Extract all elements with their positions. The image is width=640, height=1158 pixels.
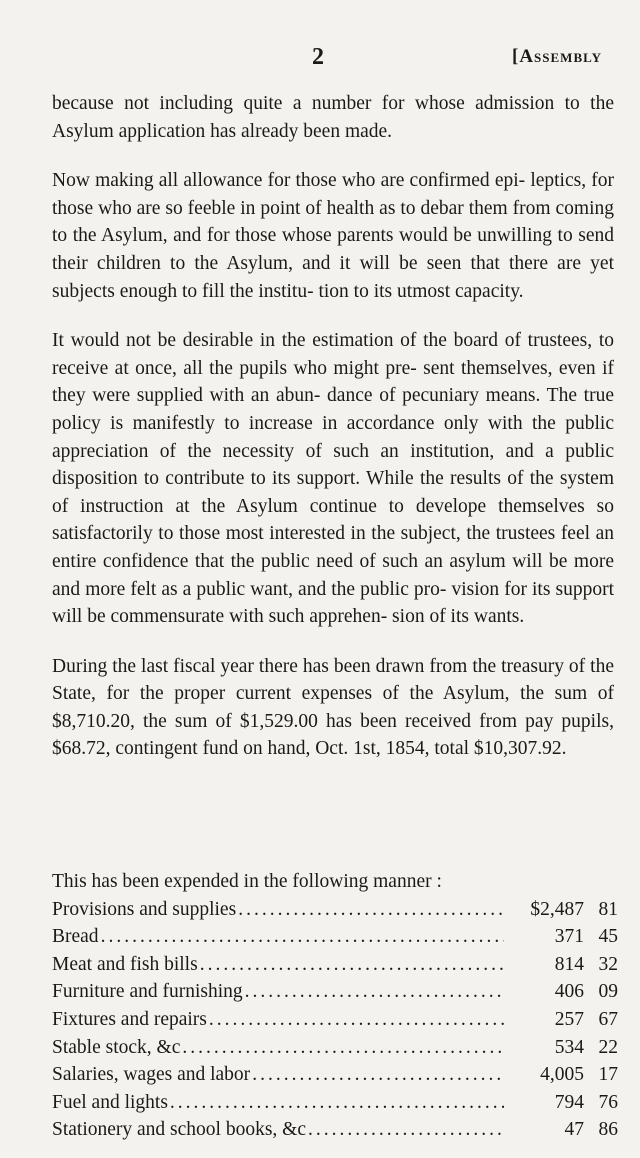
expense-list [52,868,618,1144]
expense-cents: 76 [598,1091,618,1113]
expense-intro: This has been expended in the following manner : [52,871,442,892]
paragraph-gap [52,305,614,327]
expense-dollars: 794 [554,1091,584,1113]
dot-leader [238,896,504,924]
dot-leader [170,1089,504,1117]
expense-row [52,1006,618,1034]
dot-leader [182,1034,504,1062]
running-head: [Assembly [512,46,602,67]
paragraph-epileptics: Now making all allowance for those who are confirmed epi- leptics, for those who are so feeble in point of health as to debar them from coming to the Asylum, and for those whose parents would be unwilling to send their children to the Asylum, and it will be seen that there are yet subjects enough to fill the institu- tion to its utmost capacity. [52,170,614,302]
expense-label: Meat and fish bills [52,953,198,975]
dot-leader [200,951,504,979]
page-header [0,44,640,74]
expense-label: Fuel and lights [52,1091,168,1113]
paragraph-trustees-policy: It would not be desirable in the estimation of the board of trustees, to receive at once, all the pupils who might pre- sent themselves, even if they were supplied with an abun- dance of pecuniary means. The true policy is manifestly to increase in accordance only with the public appreciation of the necessity of such an institution, and a public disposition to contribute to its support. While the results of the system of instruction at the Asylum continue to develope themselves so satisfactorily to those most interested in the subject, the trustees feel an entire confidence that the public need of such an asylum will be more and more felt as a public want, and the public pro- vision for its support will be commensurate with such apprehen- sion of its wants. [52,330,614,628]
expense-label: Furniture and furnishing [52,981,243,1003]
expense-row [52,978,618,1006]
expense-label: Salaries, wages and labor [52,1064,251,1086]
paragraph-continuation: because not including quite a number for whose admission to the Asylum application has already been made. [52,93,614,142]
expense-row [52,1089,618,1117]
expense-label: Provisions and supplies [52,898,237,920]
dot-leader [209,1006,504,1034]
expense-dollars: 814 [554,953,584,975]
expense-dollars: 371 [554,926,584,948]
dot-leader [101,923,504,951]
expense-row [52,896,618,924]
expense-row [52,1034,618,1062]
expense-row [52,1061,618,1089]
expense-cents: 32 [598,953,618,975]
expense-dollars: 4,005 [540,1064,584,1086]
page-number: 2 [312,44,324,70]
expense-label: Fixtures and repairs [52,1008,207,1030]
expense-label: Bread [52,926,99,948]
paragraph-gap [52,145,614,167]
expense-row [52,923,618,951]
expense-dollars: 47 [564,1119,584,1141]
dot-leader [252,1061,504,1089]
expense-cents: 17 [598,1064,618,1086]
expense-label: Stable stock, &c [52,1036,181,1058]
expense-cents: 67 [598,1008,618,1030]
expense-cents: 86 [598,1119,618,1141]
expense-label: Stationery and school books, &c [52,1119,307,1141]
expense-dollars: 534 [554,1036,584,1058]
expense-dollars: 406 [554,981,584,1003]
paragraph-gap [52,631,614,653]
paragraph-fiscal-year: During the last fiscal year there has been drawn from the treasury of the State, for the proper current expenses of the Asylum, the sum of $8,710.20, the sum of $1,529.00 has been received from pay pupils, $68.72, contingent fund on hand, Oct. 1st, 1854, total $10,307.92. [52,655,614,760]
expense-row [52,951,618,979]
expense-cents: 09 [598,981,618,1003]
dot-leader [245,978,504,1006]
expense-cents: 81 [598,898,618,920]
expense-cents: 45 [598,926,618,948]
dot-leader [308,1116,504,1144]
expense-dollars: $2,487 [530,898,584,920]
expense-row [52,1116,618,1144]
expense-dollars: 257 [554,1008,584,1030]
body-text [52,90,614,763]
expense-cents: 22 [598,1036,618,1058]
